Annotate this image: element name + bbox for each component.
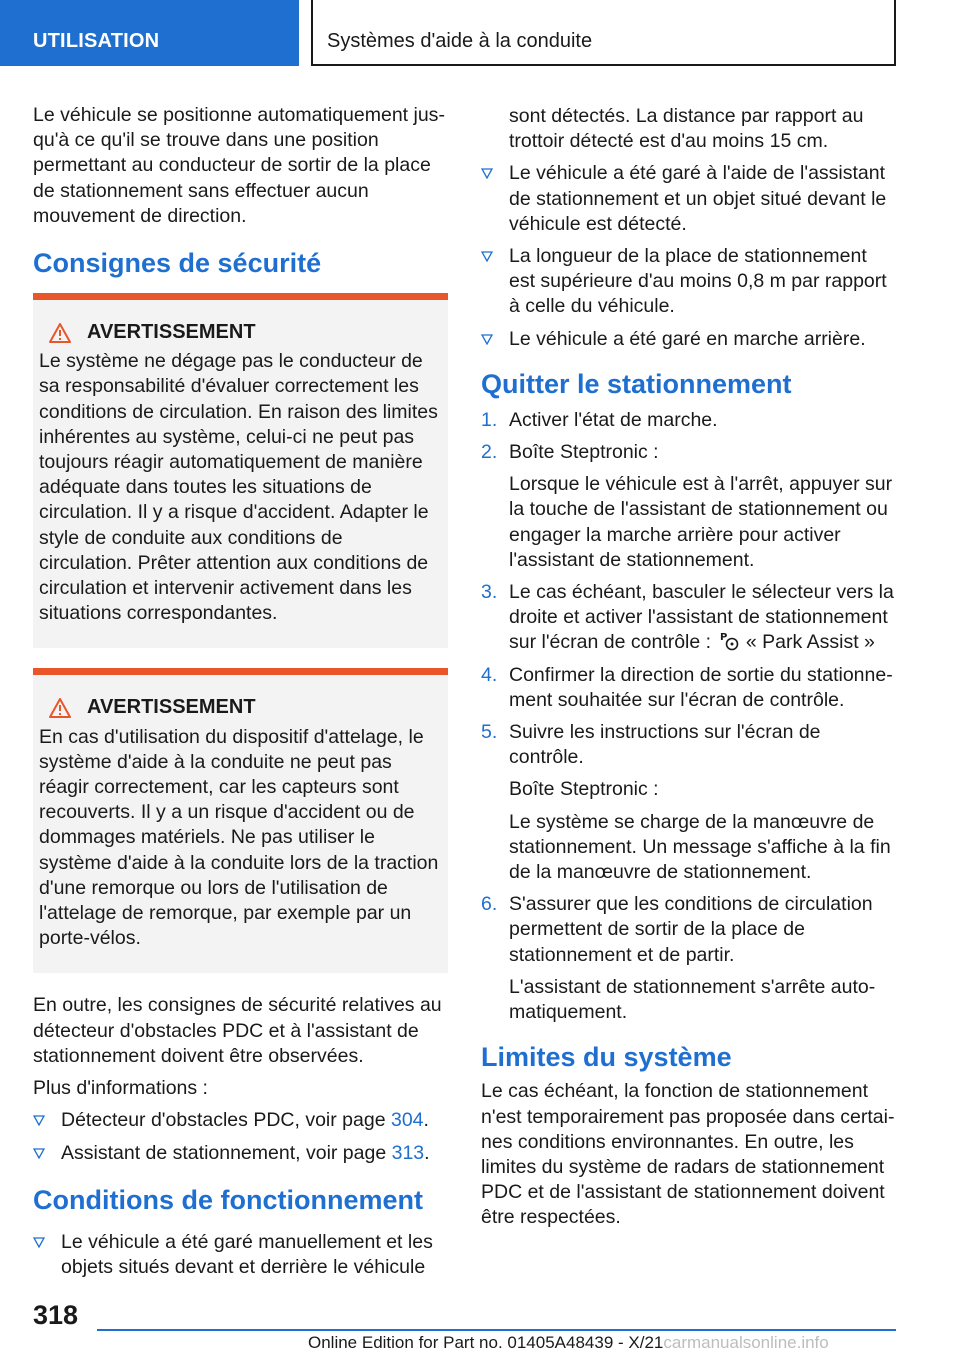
step-item	[481, 408, 895, 433]
step-number: 4.	[481, 663, 498, 686]
bullet-triangle-icon	[33, 1237, 45, 1248]
right-column	[481, 104, 895, 1238]
header-section-label: UTILISATION	[33, 30, 160, 52]
warning-title-2-text: AVERTISSEMENT	[87, 696, 256, 719]
step-item	[481, 892, 895, 968]
step-detail: Le système se charge de la manœuvre de stationnement. Un message s'affiche à la fin de la manœuvre de stationnement.	[509, 810, 891, 884]
list-item	[33, 1230, 448, 1280]
header-chapter-label: Systèmes d'aide à la conduite	[327, 30, 593, 52]
page-number: 318	[33, 1300, 79, 1330]
step-text-suffix: « Park Assist »	[740, 631, 875, 654]
step-number: 3.	[481, 581, 498, 604]
warning-box-1	[33, 293, 448, 648]
heading-exit-parking: Quitter le stationnement	[481, 368, 792, 399]
step-item	[481, 440, 895, 465]
page-link-313[interactable]: 313	[391, 1141, 425, 1164]
condition-text: La longueur de la place de stationnement est supérieure d'au moins 0,8 m par rapport à celle du véhicule.	[509, 245, 887, 318]
condition-text: Le véhicule a été garé en marche arrière.	[509, 327, 866, 350]
step-number: 6.	[481, 893, 498, 916]
step-text: Boîte Steptronic :	[509, 441, 659, 464]
footer-rule	[97, 1329, 896, 1331]
heading-conditions: Conditions de fonctionnement	[33, 1184, 423, 1215]
bullet-triangle-icon	[33, 1148, 45, 1159]
step-detail: Lorsque le véhicule est à l'arrêt, appuyer sur la touche de l'assistant de stationnement ou engager la marche arrière pour activer l'assistant de stationnement.	[509, 473, 893, 571]
step-text: Activer l'état de marche.	[509, 408, 718, 431]
condition-text: Le véhicule a été garé à l'aide de l'assistant de stationnement et un objet situé devant le véhicule est détecté.	[509, 162, 887, 235]
page-link-304[interactable]: 304	[390, 1109, 424, 1132]
step-item	[481, 663, 895, 713]
step-number: 5.	[481, 721, 498, 744]
intro-paragraph: Le véhicule se positionne automatiquement jusqu'à ce qu'il se trouve dans une position permettant au conducteur de sortir de la place de stationnement sans effectuer aucun mouvement de direction.	[33, 104, 445, 227]
edition-text: Online Edition for Part no. 01405A48439 - X/21	[308, 1333, 664, 1352]
limits-paragraph: Le cas échéant, la fonction de stationnement n'est temporairement pas proposée dans certaines conditions environnantes. En outre, les limites du système de radars de stationnement PDC et de l'assistant de stationnement doivent être respectées.	[481, 1080, 895, 1229]
step-number: 1.	[481, 408, 498, 431]
warning-triangle-icon	[49, 323, 71, 343]
bullet-triangle-icon	[481, 251, 493, 262]
warning-title-1-text: AVERTISSEMENT	[87, 321, 256, 344]
step-detail: L'assistant de stationnement s'arrête automatiquement.	[509, 975, 876, 1024]
warning-text-1: Le système ne dégage pas le conducteur de sa responsabilité d'évaluer correctement les conditions de circulation. En raison des limites inhérentes au système, celui-ci ne peut pas toujours réagir automatiquement de manière adéquate dans toutes les situations de circulation. Il y a risque d'accident. Adapter le style de conduite aux conditions de circulation. Prêter attention aux conditions de circulation et intervenir activement dans les situations correspondantes.	[39, 350, 438, 625]
warning-text-2: En cas d'utilisation du dispositif d'attelage, le système d'aide à la conduite ne peut pas réagir correctement, car les capteurs sont recouverts. Il y a un risque d'accident ou de dommages matériels. Ne pas utiliser le système d'aide à la conduite lors de la traction d'une remorque ou lors de l'utilisation de l'attelage de remorque, par exemple par un porte-vélos.	[39, 725, 439, 950]
watermark: carmanualsonline.info	[663, 1333, 829, 1352]
step-text: Suivre les instructions sur l'écran de contrôle.	[509, 721, 821, 769]
list-item: Assistant de stationnement, voir page 313.	[33, 1141, 448, 1166]
bullet-triangle-icon	[481, 168, 493, 179]
left-column	[33, 103, 448, 1287]
warning-title-1	[49, 320, 440, 345]
step-text: S'assurer que les conditions de circulation permettent de sortir de la place de stationnement et de partir.	[509, 893, 873, 966]
park-assist-icon	[717, 631, 741, 651]
list-item: Détecteur d'obstacles PDC, voir page 304.	[33, 1108, 448, 1133]
step-item	[481, 720, 895, 770]
bullet-triangle-icon	[33, 1115, 45, 1126]
step-text: Le cas échéant, basculer le sélecteur vers la droite et activer l'assistant de stationnement sur l'écran de contrôle :	[509, 581, 894, 654]
condition-continued: sont détectés. La distance par rapport au trottoir détecté est d'au moins 15 cm.	[509, 105, 864, 153]
list-item	[481, 244, 895, 320]
list-item	[481, 327, 895, 352]
reference-text: Détecteur d'obstacles PDC, voir page	[61, 1109, 391, 1132]
step-number: 2.	[481, 441, 498, 464]
warning-title-2	[49, 695, 440, 720]
warning-box-2	[33, 668, 448, 973]
step-item	[481, 580, 895, 656]
safety-more-paragraph: En outre, les consignes de sécurité relatives au détecteur d'obstacles PDC et à l'assistant de stationnement doivent être observées.	[33, 994, 442, 1067]
reference-text: Assistant de stationnement, voir page	[61, 1141, 392, 1164]
condition-text: Le véhicule a été garé manuellement et les objets situés devant et derrière le véhicule	[61, 1230, 433, 1278]
footer-edition	[308, 1333, 829, 1353]
heading-system-limits: Limites du système	[481, 1042, 732, 1073]
heading-safety: Consignes de sécurité	[33, 248, 322, 279]
step-text: Confirmer la direction de sortie du stationnement souhaitée sur l'écran de contrôle.	[509, 663, 893, 711]
header-section-tab	[0, 0, 299, 66]
bullet-triangle-icon	[481, 334, 493, 345]
svg-text:P: P	[719, 632, 727, 644]
list-item	[481, 161, 895, 237]
warning-triangle-icon	[49, 698, 71, 718]
step-detail: Boîte Steptronic :	[509, 778, 659, 801]
header-chapter-tab	[311, 0, 896, 66]
more-info-label: Plus d'informations :	[33, 1077, 208, 1100]
